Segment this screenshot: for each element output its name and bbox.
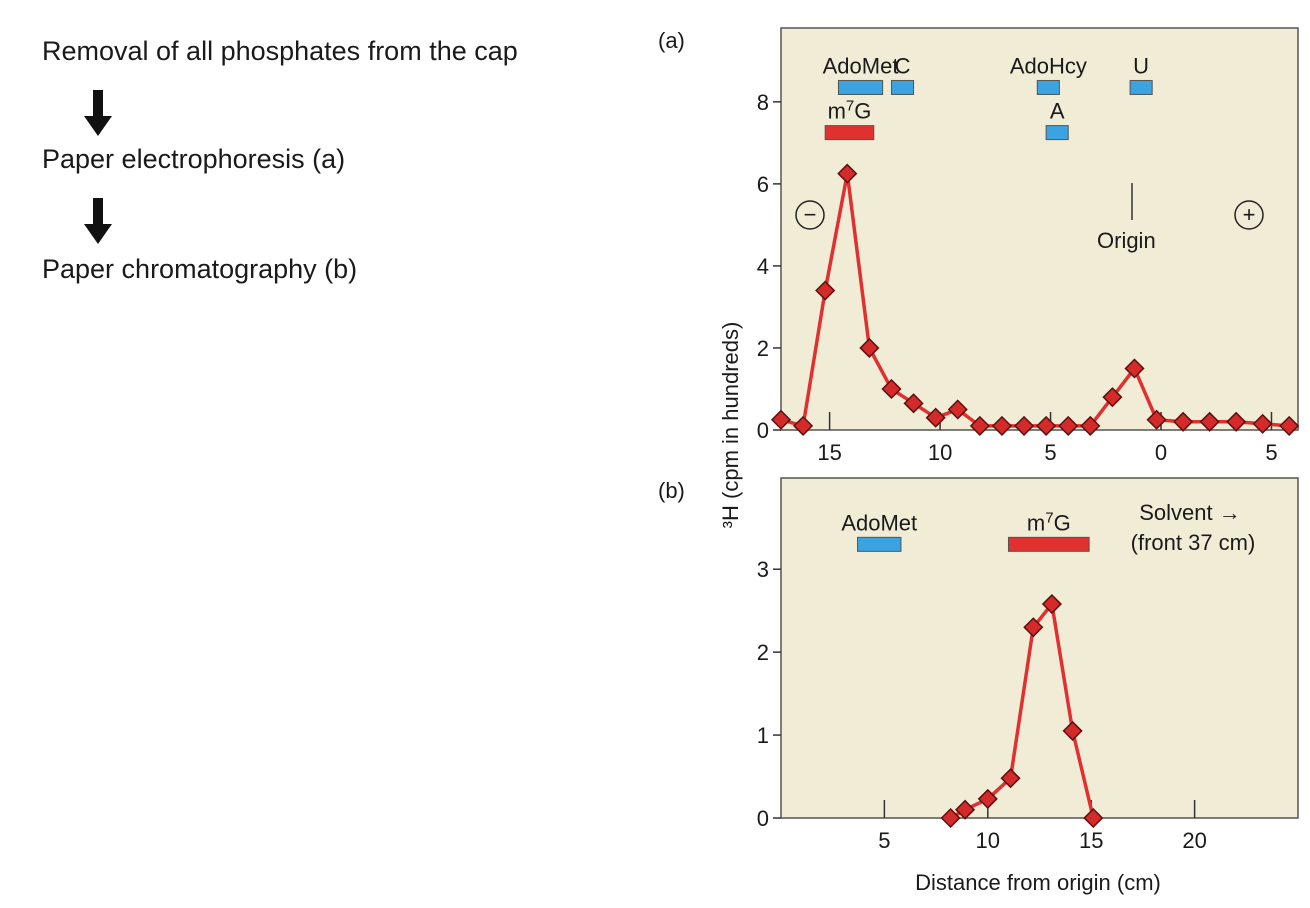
- y-tick-label: 6: [756, 171, 769, 197]
- y-tick-label: 8: [756, 89, 769, 115]
- panel-a: [658, 28, 1298, 465]
- y-tick-label: 0: [756, 806, 769, 831]
- standard-band: [1130, 80, 1152, 94]
- standard-label: $m^7G$: [1026, 509, 1071, 536]
- x-tick-label: 0: [1154, 440, 1168, 465]
- panel-a-label: (a): [658, 28, 685, 53]
- flow-step-removal: Removal of all phosphates from the cap: [42, 36, 518, 66]
- solvent-label-line2: (front 37 cm): [1130, 530, 1256, 555]
- standard-band: [838, 80, 882, 94]
- y-tick-label: 0: [756, 418, 769, 443]
- standard-band: [1046, 126, 1068, 140]
- x-tick-label: 5: [1265, 440, 1278, 465]
- minus-symbol: −: [803, 202, 817, 227]
- x-tick-label: 15: [817, 440, 842, 465]
- y-tick-label: 2: [756, 640, 769, 666]
- standard-label: U: [1133, 53, 1150, 79]
- standard-label: A: [1049, 98, 1065, 124]
- y-axis-title: ³H (cpm in hundreds): [718, 321, 743, 529]
- x-tick-label: 10: [927, 440, 953, 465]
- x-tick-label: 20: [1182, 828, 1207, 853]
- standard-label: $m^7G$: [827, 97, 872, 124]
- flow-step-electrophoresis: Paper electrophoresis (a): [42, 144, 346, 174]
- plus-symbol: +: [1242, 202, 1256, 227]
- panel-b: [658, 478, 1298, 895]
- y-tick-label: 4: [756, 253, 769, 279]
- standard-band: [891, 80, 913, 94]
- y-tick-label: 2: [756, 335, 769, 361]
- x-tick-label: 5: [878, 828, 891, 853]
- y-tick-label: 1: [756, 723, 769, 749]
- standard-label: AdoHcy: [1009, 53, 1087, 79]
- standard-label: AdoMet: [822, 53, 899, 79]
- y-tick-label: 3: [756, 557, 769, 583]
- standard-band: [858, 537, 901, 551]
- standard-band: [1008, 537, 1089, 551]
- standard-band: [825, 126, 874, 140]
- panel-b-label: (b): [658, 478, 685, 503]
- flow-step-chromatography: Paper chromatography (b): [42, 254, 358, 284]
- standard-label: C: [894, 53, 911, 79]
- standard-label: AdoMet: [841, 510, 918, 536]
- x-tick-label: 5: [1044, 440, 1057, 465]
- solvent-label-line1: Solvent →: [1139, 500, 1241, 525]
- standard-band: [1037, 80, 1059, 94]
- origin-label: Origin: [1097, 228, 1156, 253]
- x-tick-label: 15: [1078, 828, 1104, 853]
- x-tick-label: 10: [975, 828, 1001, 853]
- x-axis-title: Distance from origin (cm): [915, 870, 1161, 895]
